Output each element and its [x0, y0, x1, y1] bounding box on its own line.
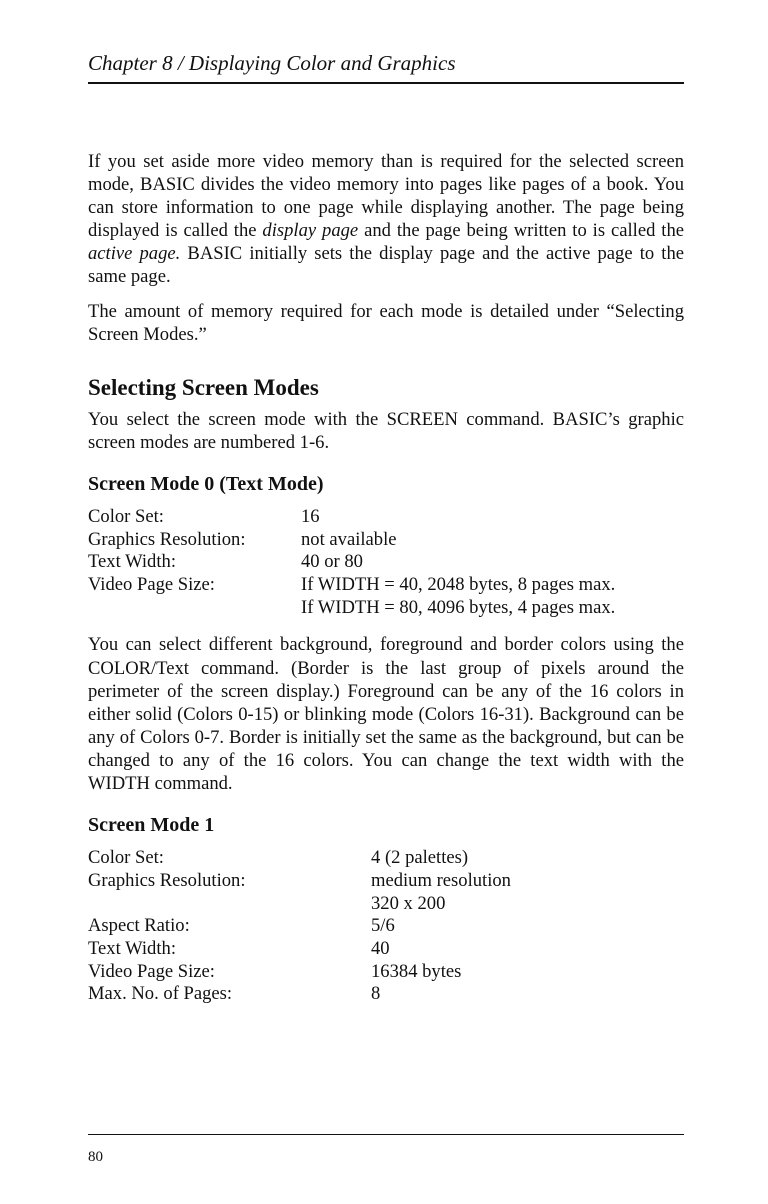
- term-active-page: active page.: [88, 243, 181, 265]
- spec-label: Text Width:: [88, 551, 176, 573]
- spec-value-line: 16384 bytes: [371, 960, 462, 982]
- spec-value: [301, 551, 684, 574]
- spec-value: [371, 847, 684, 870]
- spec-label: Text Width:: [88, 937, 176, 959]
- section-intro-paragraph: You select the screen mode with the SCREEN command. BASIC’s graphic screen modes are numbered 1-6.: [88, 408, 684, 453]
- spec-value-line: If WIDTH = 80, 4096 bytes, 4 pages max.: [301, 596, 616, 618]
- spec-label: Video Page Size:: [88, 960, 215, 982]
- intro-paragraph-1: [88, 150, 684, 289]
- footer-rule: [88, 1134, 684, 1135]
- intro-text-c: BASIC initially sets the display page and the active page to the same page.: [88, 243, 684, 288]
- spec-value-line: 320 x 200: [371, 892, 446, 914]
- term-display-page: display page: [262, 220, 359, 242]
- intro-text-a: If you set aside more video memory than is required for the selected screen mode, BASIC divides the video memory into pages like pages of a book. You can store information to one page while displaying another. The page being displayed is called the: [88, 151, 684, 242]
- spec-value-line: medium resolution: [371, 869, 511, 891]
- spec-value-line: 16: [301, 505, 320, 527]
- mode0-spec-list: [88, 506, 684, 620]
- spec-label: Color Set:: [88, 505, 164, 527]
- spec-value-line: 8: [371, 983, 381, 1005]
- intro-paragraph-2: The amount of memory required for each mode is detailed under “Selecting Screen Modes.”: [88, 300, 684, 345]
- spec-value-line: 40 or 80: [301, 551, 363, 573]
- running-header: Chapter 8 / Displaying Color and Graphics: [88, 50, 684, 84]
- mode1-heading: Screen Mode 1: [88, 814, 215, 837]
- spec-value-line: 5/6: [371, 915, 395, 937]
- section-heading: Selecting Screen Modes: [88, 374, 319, 400]
- spec-label: Graphics Resolution:: [88, 528, 246, 550]
- spec-value: [371, 961, 684, 984]
- spec-value: [301, 574, 684, 619]
- spec-value: [301, 506, 684, 529]
- page-number: 80: [88, 1149, 103, 1165]
- main-content: [88, 150, 684, 1006]
- mode1-spec-list: [88, 847, 684, 1006]
- spec-value-line: not available: [301, 528, 397, 550]
- intro-text-b: and the page being written to is called the: [358, 220, 684, 242]
- spec-value: [301, 529, 684, 552]
- spec-value-line: If WIDTH = 40, 2048 bytes, 8 pages max.: [301, 574, 616, 596]
- spec-label: Color Set:: [88, 847, 164, 869]
- spec-value: [371, 983, 684, 1006]
- mode0-heading: Screen Mode 0 (Text Mode): [88, 472, 324, 495]
- spec-label: Graphics Resolution:: [88, 869, 246, 891]
- spec-value-line: 4 (2 palettes): [371, 847, 469, 869]
- spec-value: [371, 870, 684, 915]
- spec-label: Video Page Size:: [88, 574, 215, 596]
- spec-value: [371, 915, 684, 938]
- spec-label: Max. No. of Pages:: [88, 983, 233, 1005]
- mode0-description: You can select different background, foreground and border colors using the COLOR/Text command. (Border is the last group of pixels around the perimeter of the screen display.) Foreground can be any of the 16 colors in either solid (Colors 0-15) or blinking mode (Colors 16-31). Background can be any of Colors 0-7. Border is initially set the same as the background, but can be changed to any of the 16 colors. You can change the text width with the WIDTH command.: [88, 634, 684, 795]
- spec-value: [371, 938, 684, 961]
- spec-value-line: 40: [371, 937, 390, 959]
- spec-label: Aspect Ratio:: [88, 915, 190, 937]
